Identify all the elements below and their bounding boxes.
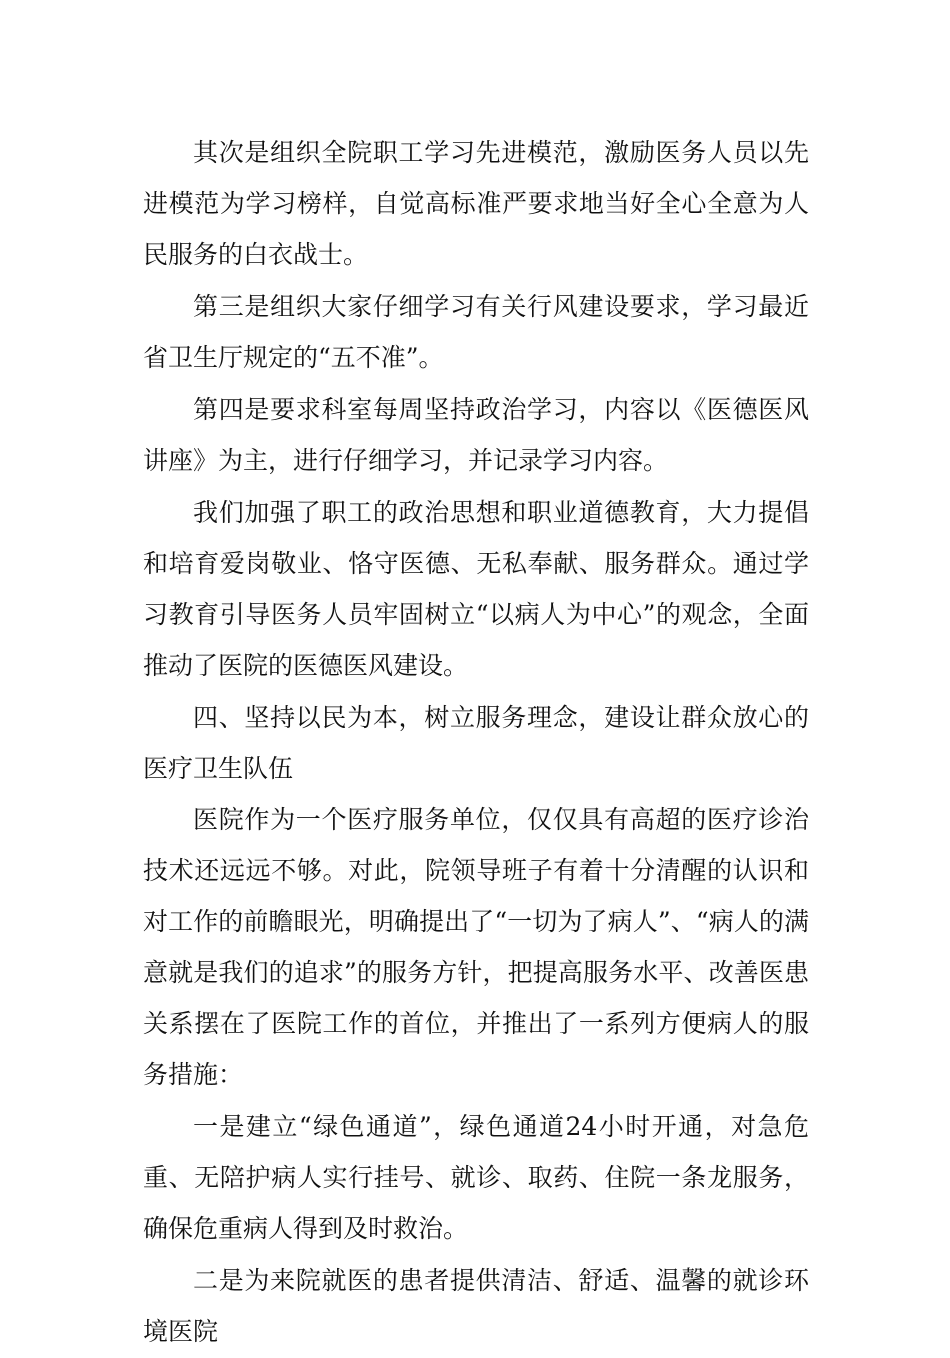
- document-body: [143, 127, 809, 1358]
- paragraph-3: 第四是要求科室每周坚持政治学习，内容以《医德医风讲座》为主，进行仔细学习，并记录学习内容。: [143, 394, 809, 475]
- paragraph-8: 二是为来院就医的患者提供清洁、舒适、温馨的就诊环境医院: [143, 1266, 809, 1347]
- section-heading-4: 四、坚持以民为本，树立服务理念，建设让群众放心的医疗卫生队伍: [143, 702, 809, 783]
- paragraph-7: 一是建立“绿色通道”，绿色通道24小时开通，对急危重、无陪护病人实行挂号、就诊、取药、住院一条龙服务，确保危重病人得到及时救治。: [143, 1112, 809, 1244]
- paragraph-4: 我们加强了职工的政治思想和职业道德教育，大力提倡和培育爱岗敬业、恪守医德、无私奉献、服务群众。通过学习教育引导医务人员牢固树立“以病人为中心”的观念，全面推动了医院的医德医风建设。: [143, 497, 809, 680]
- paragraph-2: 第三是组织大家仔细学习有关行风建设要求，学习最近省卫生厅规定的“五不准”。: [143, 291, 809, 372]
- paragraph-6: 医院作为一个医疗服务单位，仅仅具有高超的医疗诊治技术还远远不够。对此，院领导班子有着十分清醒的认识和对工作的前瞻眼光，明确提出了“一切为了病人”、“病人的满意就是我们的追求”的服务方针，把提高服务水平、改善医患关系摆在了医院工作的首位，并推出了一系列方便病人的服务措施：: [143, 805, 809, 1090]
- paragraph-1: 其次是组织全院职工学习先进模范，激励医务人员以先进模范为学习榜样，自觉高标准严要求地当好全心全意为人民服务的白衣战士。: [143, 138, 809, 269]
